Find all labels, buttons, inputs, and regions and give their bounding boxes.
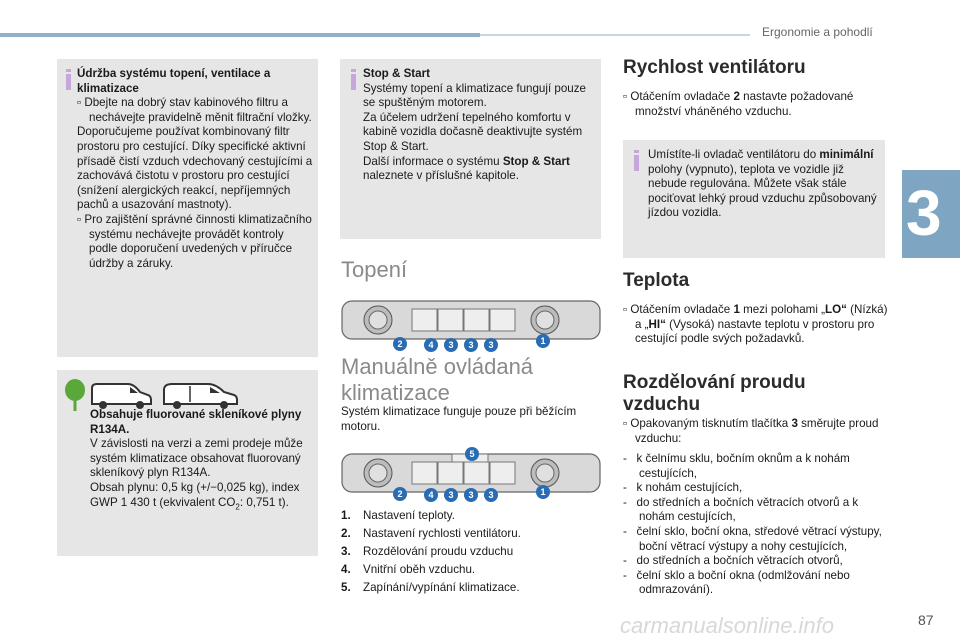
callout-3a: 3 <box>444 488 458 502</box>
callout-3b: 3 <box>464 488 478 502</box>
header-rule-light <box>480 34 750 36</box>
callout-2: 2 <box>393 337 407 351</box>
distribution-item: - k čelnímu sklu, bočním oknům a k nohám cestujících, <box>623 452 850 480</box>
chapter-number: 3 <box>906 177 942 249</box>
distribution-text: ▫ Opakovaným tisknutím tlačítka 3 směrujte proud vzduchu: <box>623 417 879 445</box>
stop-start-title: Stop & Start <box>363 67 430 80</box>
distribution-heading: Rozdělování proudu vzduchu <box>623 372 806 415</box>
bullet-icon: ▫ <box>77 96 85 110</box>
callout-1: 1 <box>536 485 550 499</box>
distribution-item: - do středních a bočních větracích otvorů a k nohám cestujících, <box>623 495 859 524</box>
legend-list <box>341 507 601 597</box>
gas-text-1: V závislosti na verzi a zemi prodeje může systém klimatizace obsahovat fluorovaný skleníkový plyn R134A. <box>90 437 303 480</box>
legend-item: 4. Vnitřní oběh vzduchu. <box>341 563 476 576</box>
legend-item: 2. Nastavení rychlosti ventilátoru. <box>341 527 521 540</box>
page-header-title: Ergonomie a pohodlí <box>762 25 873 39</box>
gas-text <box>90 408 315 514</box>
minivan-icon <box>160 380 240 410</box>
callout-1: 1 <box>536 334 550 348</box>
callout-4: 4 <box>424 338 438 352</box>
bullet-icon: ▫ <box>77 212 85 226</box>
stop-start-text-2: Za účelem udržení tepelného komfortu v kabině vozidla dočasně deaktivujte systém Stop & Start. <box>363 110 583 153</box>
temperature-text: ▫ Otáčením ovladače 1 mezi polohami „LO“ (Nízká) a „HI“ (Vysoká) nastavte teplotu v prostoru pro cestující podle svých požadavků. <box>623 303 888 346</box>
bullet-icon: ▫ <box>623 303 631 316</box>
gas-text-2: Obsah plynu: 0,5 kg (+/−0,025 kg), index GWP 1 430 t (ekvivalent $CO_2$: 0,751 t). <box>90 480 300 511</box>
chapter-tab <box>902 170 960 258</box>
eco-leaf-icon <box>64 378 86 412</box>
distribution-item: - do středních a bočních větracích otvorů, <box>623 554 843 568</box>
bullet-icon: ▫ <box>623 417 631 430</box>
distribution-item: - k nohám cestujících, <box>623 481 743 495</box>
distribution-item: - čelní sklo a boční okna (odmlžování nebo odmrazování). <box>623 568 850 597</box>
maintenance-bullet-2: ▫ Pro zajištění správné činnosti klimatizačního systému nechávejte provádět kontroly podle doporučení uvedených v příručce údržby a záruky. <box>77 212 312 270</box>
gas-title: Obsahuje fluorované skleníkové plyny R134A. <box>90 408 302 436</box>
callout-3c: 3 <box>484 488 498 502</box>
info-icon <box>66 74 71 90</box>
callout-3a: 3 <box>444 338 458 352</box>
fan-speed-text: ▫ Otáčením ovladače 2 nastavte požadované množství vháněného vzduchu. <box>623 90 854 118</box>
fan-speed-heading: Rychlost ventilátoru <box>623 57 806 78</box>
manual-ac-intro: Systém klimatizace funguje pouze při běžícím motoru. <box>341 405 577 433</box>
fan-info-text: Umístíte-li ovladač ventilátoru do minimální polohy (vypnuto), teplota ve vozidle již nebude regulována. Můžete však stále pociťovat lehký proud vzduchu způsobovaný jízdou vozidla. <box>648 148 877 220</box>
callout-4: 4 <box>424 488 438 502</box>
manual-ac-heading: Manuálně ovládaná klimatizace <box>341 354 534 405</box>
stop-start-text <box>363 67 595 184</box>
callout-5: 5 <box>465 447 479 461</box>
callout-3c: 3 <box>484 338 498 352</box>
callout-2: 2 <box>393 487 407 501</box>
temperature-heading: Teplota <box>623 270 690 291</box>
watermark: carmanualsonline.info <box>620 613 835 638</box>
callout-3b: 3 <box>464 338 478 352</box>
distribution-item: - čelní sklo, boční okna, středové větrací výstupy, boční větrací výstupy a nohy cestujících, <box>623 524 882 553</box>
maintenance-bullet-1: ▫ Dbejte na dobrý stav kabinového filtru a nechávejte pravidelně měnit filtrační vložky. <box>77 96 312 124</box>
distribution-list <box>623 452 885 598</box>
maintenance-title: Údržba systému topení, ventilace a klimatizace <box>77 67 271 95</box>
van-icon <box>88 380 154 410</box>
info-icon <box>351 74 356 90</box>
topeni-heading: Topení <box>341 257 408 282</box>
stop-start-text-1: Systémy topení a klimatizace fungují pouze se spuštěným motorem. <box>363 81 586 110</box>
bullet-icon: ▫ <box>623 90 631 103</box>
legend-item: 3. Rozdělování proudu vzduchu <box>341 545 514 558</box>
maintenance-text <box>77 67 313 271</box>
legend-item: 1. Nastavení teploty. <box>341 509 455 522</box>
maintenance-paragraph: Doporučujeme používat kombinovaný filtr prostoru pro cestující. Díky specifické aktivní přísadě čistí vzduch vdechovaný cestujícími a zachovává čistotu v prostoru pro cestující (snížení alergických reakcí, nepříjemných pachů a usazování mastnoty). <box>77 125 313 212</box>
legend-item: 5. Zapínání/vypínání klimatizace. <box>341 581 520 594</box>
header-rule <box>0 33 480 37</box>
page-number: 87 <box>918 612 934 628</box>
info-icon <box>634 155 639 171</box>
stop-start-text-3: Další informace o systému Stop & Start naleznete v příslušné kapitole. <box>363 154 570 183</box>
